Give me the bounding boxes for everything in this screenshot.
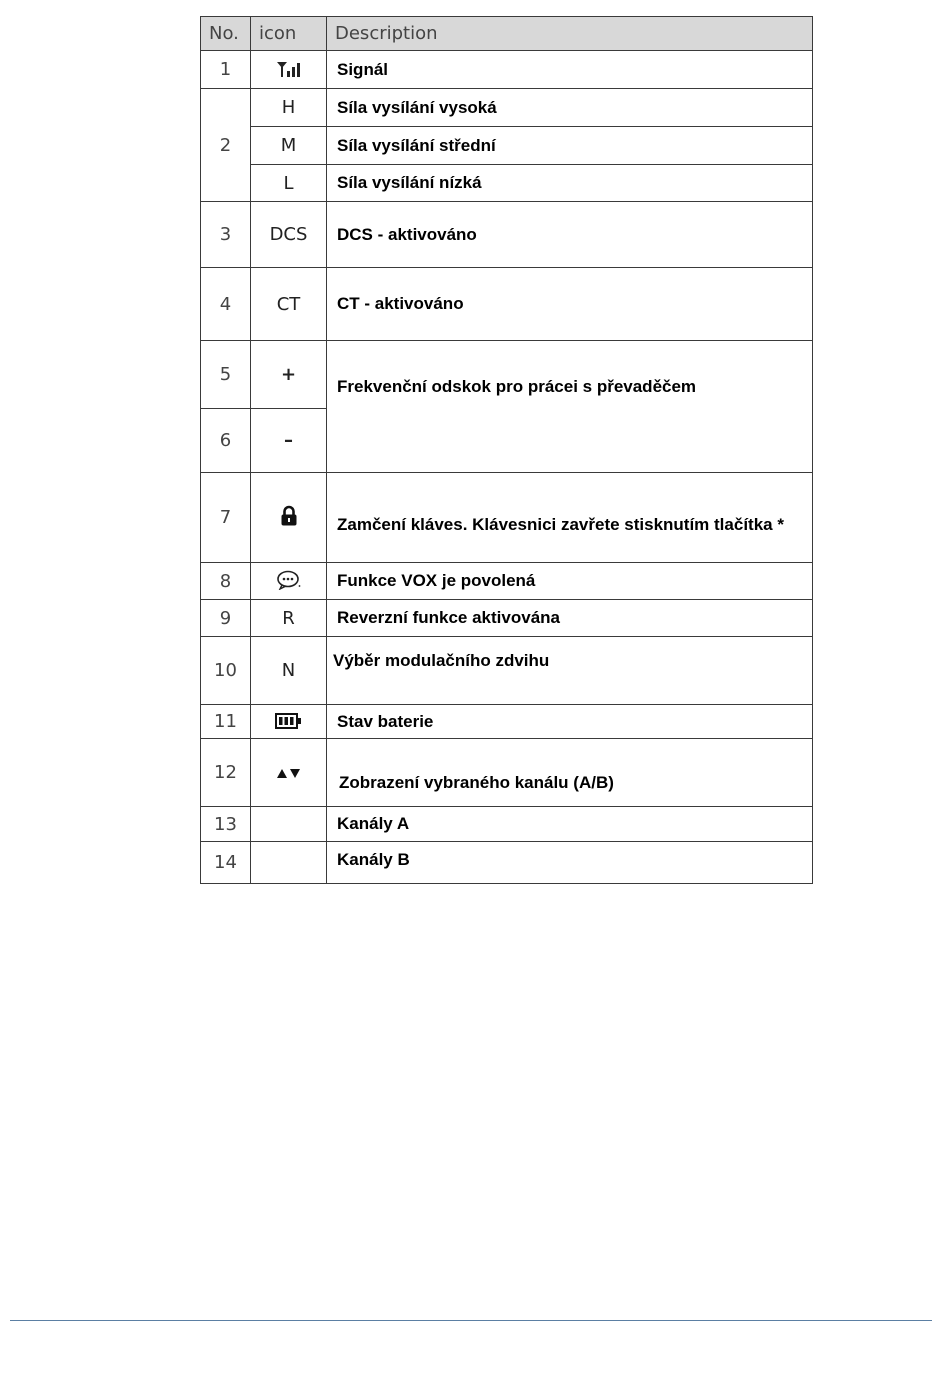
ct-icon: CT — [251, 268, 327, 341]
table-row — [201, 127, 813, 165]
minus-offset-icon: – — [251, 409, 327, 473]
icon-description-table — [200, 16, 813, 884]
row-description: Zamčení kláves. Klávesnici zavřete stisknutím tlačítka * — [327, 473, 813, 563]
row-description: Kanály A — [327, 807, 813, 842]
table-row — [201, 202, 813, 268]
plus-offset-icon: + — [251, 341, 327, 409]
header-description: Description — [327, 17, 813, 51]
row-description: Zobrazení vybraného kanálu (A/B) — [327, 739, 813, 807]
row-number: 3 — [201, 202, 251, 268]
row-description: Síla vysílání vysoká — [327, 89, 813, 127]
dcs-icon: DCS — [251, 202, 327, 268]
row-description: Signál — [327, 51, 813, 89]
table-row — [201, 637, 813, 705]
power-high-icon: H — [251, 89, 327, 127]
table-row — [201, 89, 813, 127]
row-number: 7 — [201, 473, 251, 563]
row-number: 5 — [201, 341, 251, 409]
table-row — [201, 739, 813, 807]
row-description: Funkce VOX je povolená — [327, 563, 813, 600]
table-row — [201, 341, 813, 409]
table-row — [201, 473, 813, 563]
vox-icon — [276, 568, 302, 592]
footer-divider — [10, 1320, 932, 1321]
table-row — [201, 165, 813, 202]
row-description: Stav baterie — [327, 705, 813, 739]
row-number: 12 — [201, 739, 251, 807]
row-description: Reverzní funkce aktivována — [327, 600, 813, 637]
battery-icon — [275, 709, 303, 733]
row-number: 8 — [201, 563, 251, 600]
row-number: 2 — [201, 89, 251, 202]
table-row — [201, 842, 813, 884]
row-number: 13 — [201, 807, 251, 842]
row-description: Výběr modulačního zdvihu — [327, 637, 813, 705]
header-row — [201, 17, 813, 51]
reverse-icon: R — [251, 600, 327, 637]
lock-icon — [280, 504, 298, 528]
row-number: 6 — [201, 409, 251, 473]
row-number: 14 — [201, 842, 251, 884]
row-number: 9 — [201, 600, 251, 637]
header-no: No. — [201, 17, 251, 51]
narrow-band-icon: N — [251, 637, 327, 705]
row-description: Síla vysílání nízká — [327, 165, 813, 202]
power-medium-icon: M — [251, 127, 327, 165]
row-number: 11 — [201, 705, 251, 739]
row-number: 4 — [201, 268, 251, 341]
channel-arrows-icon — [276, 761, 302, 785]
row-description: Frekvenční odskok pro prácei s převaděčem — [327, 341, 813, 473]
header-icon: icon — [251, 17, 327, 51]
power-low-icon: L — [251, 165, 327, 202]
table-row — [201, 563, 813, 600]
table-row — [201, 51, 813, 89]
row-description: Kanály B — [327, 842, 813, 884]
signal-strength-icon — [275, 57, 303, 81]
table-row — [201, 268, 813, 341]
row-number: 10 — [201, 637, 251, 705]
table-row — [201, 705, 813, 739]
row-description: Síla vysílání střední — [327, 127, 813, 165]
row-number: 1 — [201, 51, 251, 89]
table-row — [201, 600, 813, 637]
row-description: CT - aktivováno — [327, 268, 813, 341]
table-row — [201, 807, 813, 842]
row-description: DCS - aktivováno — [327, 202, 813, 268]
